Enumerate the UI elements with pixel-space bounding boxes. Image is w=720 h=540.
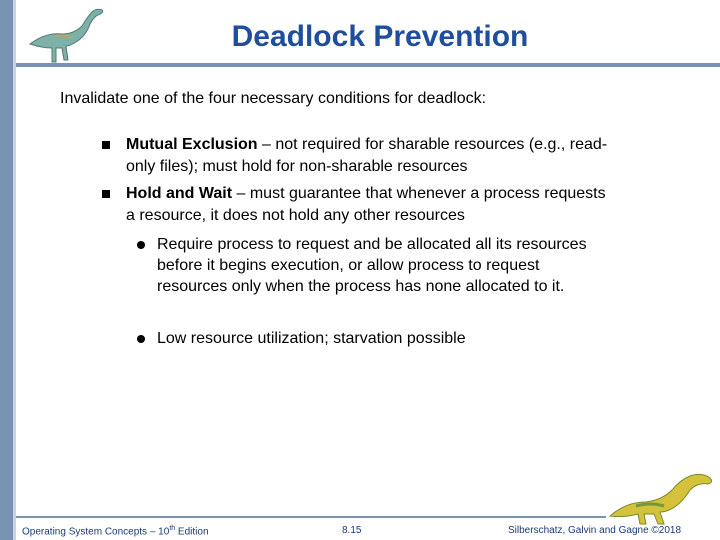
bullet-description: – must guarantee that whenever a process requests a resource, it does not hold any other resources bbox=[126, 185, 606, 224]
bullet-term: Hold and Wait bbox=[126, 185, 233, 202]
sub-bullet-text: Low resource utilization; starvation possible bbox=[157, 330, 466, 347]
left-accent-bar bbox=[0, 0, 13, 540]
bullet-term: Mutual Exclusion bbox=[126, 136, 258, 153]
bullet-text bbox=[126, 183, 616, 227]
round-bullet-icon bbox=[137, 335, 145, 343]
title-divider bbox=[16, 63, 720, 67]
footer-edition-suffix: th bbox=[169, 525, 176, 532]
intro-text: Invalidate one of the four necessary conditions for deadlock: bbox=[60, 90, 487, 107]
round-bullet-icon bbox=[137, 241, 145, 249]
bullet-text bbox=[126, 134, 616, 178]
footer-book-title-text: Operating System Concepts – 10 bbox=[22, 526, 170, 538]
footer-book-title bbox=[22, 525, 209, 537]
dinosaur-illustration-icon bbox=[606, 462, 718, 528]
square-bullet-icon bbox=[102, 141, 110, 149]
footer-edition-word: Edition bbox=[175, 526, 209, 538]
page-number: 8.15 bbox=[342, 525, 362, 536]
square-bullet-icon bbox=[102, 190, 110, 198]
footer-divider bbox=[16, 516, 606, 518]
sub-bullet-text: Require process to request and be allocated all its resources before it begins execution, or allow process to request resources only when the process has none allocated to it. bbox=[157, 236, 587, 295]
page-title: Deadlock Prevention bbox=[231, 20, 529, 53]
left-accent-stripe bbox=[13, 0, 16, 540]
footer-copyright: Silberschatz, Galvin and Gagne ©2018 bbox=[508, 525, 682, 536]
bullet-description: – not required for sharable resources (e.g., read-only files); must hold for non-sharable resources bbox=[126, 136, 608, 175]
dinosaur-logo-icon bbox=[26, 4, 110, 66]
